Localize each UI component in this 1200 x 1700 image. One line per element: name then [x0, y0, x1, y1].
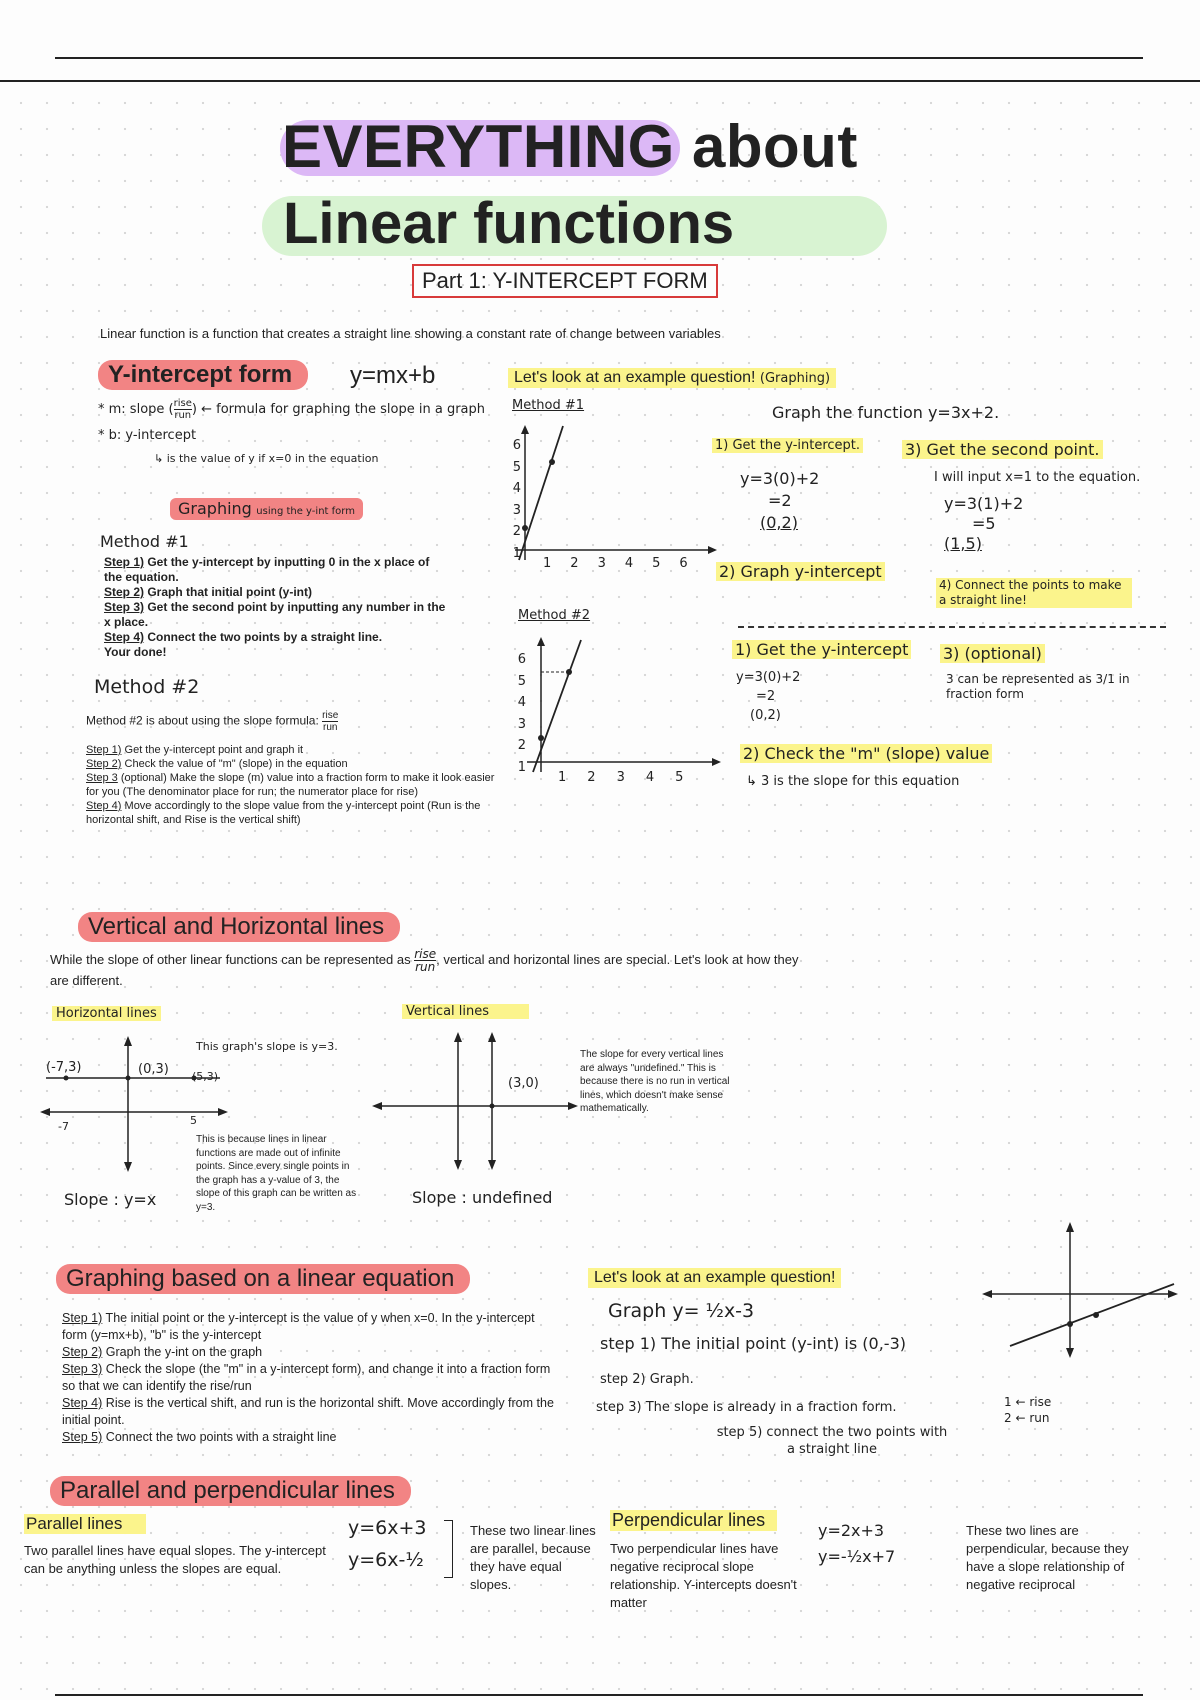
horiz-tick: -7: [58, 1120, 69, 1133]
horiz-point-label: (-7,3): [46, 1060, 82, 1075]
m2-s1-work: [736, 668, 800, 725]
s4-title: 4) Connect the points to make a straight line!: [936, 578, 1132, 608]
graph1-y-ticks: [505, 435, 521, 564]
m2-s3-title: 3) (optional): [940, 644, 1045, 663]
s3-note: I will input x=1 to the equation.: [934, 470, 1141, 485]
graph2-x-ticks: [558, 770, 683, 785]
perp-eq: y=-½x+7: [818, 1547, 896, 1566]
yint-heading: Y-intercept form: [98, 360, 308, 390]
ex3-x-arrow-left: [982, 1290, 992, 1298]
ex-step1: step 1) The initial point (y-int) is (0,-3): [600, 1334, 906, 1353]
vert-line-arrow-bottom: [488, 1160, 496, 1170]
graph2-line: [533, 640, 581, 772]
dashed-divider: [738, 626, 1166, 628]
method2-title: Method #2: [94, 676, 200, 698]
horiz-explain: This is because lines in linear functions are made out of infinite points. Since every single points in the graph has a y-value of 3, the slope of this graph can be written as y=3.: [196, 1134, 357, 1213]
method1-step: Step 1) Get the y-intercept by inputting 0 in the x place of the equation.: [104, 555, 430, 584]
intro-text: Linear function is a function that creates a straight line showing a constant rate of change between variables: [100, 326, 721, 341]
perp-explain: These two lines are perpendicular, because they have a slope relationship of negative reciprocal: [966, 1523, 1129, 1592]
vert-point-label: (3,0): [508, 1076, 539, 1091]
horiz-y-arrow-bottom: [124, 1162, 132, 1172]
horiz-point-label: (5,3): [192, 1070, 219, 1083]
horiz-label: Horizontal lines: [52, 1006, 161, 1021]
y-tick: 4: [512, 481, 521, 496]
method2-step: Step 2) Check the value of "m" (slope) in the equation: [86, 758, 348, 770]
x-tick: 3: [616, 770, 625, 785]
graph2-y-arrow: [537, 637, 545, 646]
ex3-point: [1067, 1321, 1073, 1327]
perp-text: Two perpendicular lines have negative reciprocal slope relationship. Y-intercepts doesn't matter: [610, 1541, 797, 1610]
parallel-text: Two parallel lines have equal slopes. The y-intercept can be anything unless the slopes are equal.: [24, 1543, 326, 1576]
s2-title: 2) Graph y-intercept: [716, 562, 885, 581]
y-tick: 5: [512, 459, 521, 475]
title-line2: Linear functions: [283, 191, 735, 256]
y-tick: 2: [517, 738, 526, 753]
method1-steps: [104, 555, 449, 660]
vert-point: [490, 1104, 495, 1109]
ex-rise: 1 ← rise: [1004, 1395, 1052, 1409]
bottom-rule: [55, 1694, 1143, 1696]
m2-s3-note: 3 can be represented as 3/1 in fraction form: [946, 672, 1130, 701]
vh-heading: Vertical and Horizontal lines: [78, 912, 400, 942]
method2-intro: Method #2 is about using the slope formula: rise run: [86, 710, 339, 733]
ex-graph: Graph y= ½x-3: [608, 1300, 755, 1322]
s3-line: =5: [972, 514, 996, 533]
graph1-point-1-5: [549, 459, 555, 465]
y-tick: 4: [517, 695, 526, 710]
y-tick: 3: [512, 502, 521, 518]
m2-s1-line: (0,2): [750, 708, 781, 723]
ex-run: 2 ← run: [1004, 1411, 1050, 1425]
parallel-bracket: [444, 1520, 453, 1578]
s1-line: (0,2): [760, 513, 798, 532]
ex-rise-run: [1004, 1394, 1051, 1426]
example-graph-2: [515, 632, 725, 782]
perp-label: Perpendicular lines: [610, 1510, 777, 1531]
horiz-x-arrow-right: [218, 1108, 228, 1116]
y-tick: 5: [517, 673, 526, 689]
y-tick: 6: [517, 652, 526, 667]
graphing-steps: [62, 1310, 562, 1446]
ex3-y-arrow-top: [1066, 1222, 1074, 1232]
parallel-explain: These two linear lines are parallel, because they have equal slopes.: [470, 1523, 596, 1592]
perp-eq: y=2x+3: [818, 1521, 885, 1540]
x-tick: 2: [570, 556, 579, 571]
graph1-point-0-2: [522, 525, 528, 531]
horiz-point: [126, 1076, 131, 1081]
method1-done: Your done!: [104, 645, 167, 659]
x-tick: 4: [624, 556, 634, 571]
header-rule: [0, 80, 1200, 82]
method2-step: Step 1) Get the y-intercept point and graph it: [86, 744, 304, 756]
ex-step5: step 5) connect the two points with a straight line: [716, 1425, 948, 1457]
method2-step: Step 3 (optional) Make the slope (m) value into a fraction form to make it look easier for you (The denominator place for run; the numerator place for rise): [86, 772, 495, 798]
perp-eqs: [818, 1518, 895, 1570]
parallel-eqs: [348, 1512, 427, 1576]
title-line1: EVERYTHING about: [282, 113, 858, 180]
graphing-step: Step 5) Connect the two points with a straight line: [62, 1430, 337, 1444]
vert-y-arrow-top: [454, 1032, 462, 1042]
horiz-slope: Slope : y=x: [64, 1190, 157, 1209]
parallel-eq: y=6x+3: [348, 1517, 427, 1539]
ex-step3: step 3) The slope is already in a fraction form.: [596, 1400, 897, 1415]
graphing-step: Step 4) Rise is the vertical shift, and run is the horizontal shift. Move accordingly from the initial point.: [62, 1396, 554, 1427]
horiz-callout: This graph's slope is y=3.: [196, 1040, 338, 1053]
horiz-x-arrow-left: [40, 1108, 50, 1116]
s3-title: 3) Get the second point.: [902, 440, 1103, 459]
ex3-y-arrow-bottom: [1066, 1348, 1074, 1358]
parallel-label: Parallel lines: [24, 1514, 146, 1534]
s1-work: [740, 468, 819, 534]
x-tick: 1: [543, 556, 552, 571]
part-label: Part 1: Y-INTERCEPT FORM: [412, 264, 718, 298]
s3-line: y=3(1)+2: [944, 494, 1024, 513]
method2-steps: [86, 743, 496, 827]
ex3-point: [1093, 1312, 1099, 1318]
graph1-y-arrow: [521, 425, 529, 434]
method1-title: Method #1: [100, 532, 189, 551]
m2-s1-title: 1) Get the y-intercept: [732, 640, 911, 659]
graphing-step: Step 3) Check the slope (the "m" in a y-intercept form), and change it into a fraction form so that we can identify the rise/run: [62, 1362, 551, 1393]
s1-line: =2: [768, 491, 792, 510]
graph1-x-ticks: [543, 556, 688, 571]
vert-label: Vertical lines: [402, 1004, 529, 1019]
m2-s2-note: ↳ 3 is the slope for this equation: [746, 774, 960, 789]
vert-x-arrow-left: [372, 1102, 382, 1110]
vert-slope: Slope : undefined: [412, 1188, 553, 1207]
vert-explain: The slope for every vertical lines are always "undefined." This is because there is no run in vertical lines, which doesn't make sense mathematically.: [580, 1049, 730, 1114]
method2-label: Method #2: [518, 608, 591, 623]
s3-work: [944, 494, 1023, 554]
s1-line: y=3(0)+2: [740, 469, 820, 488]
x-tick: 1: [558, 770, 567, 785]
y-tick: 6: [512, 438, 521, 453]
example2-heading: Let's look at an example question!: [588, 1268, 841, 1288]
x-tick: 3: [597, 556, 606, 571]
method1-step: Step 3) Get the second point by inputting any number in the x place.: [104, 600, 446, 629]
vert-x-arrow-right: [568, 1102, 578, 1110]
y-tick: 2: [512, 524, 521, 539]
m2-s1-line: y=3(0)+2: [736, 670, 801, 685]
y-tick: 1: [517, 759, 526, 775]
vert-y-arrow-bottom: [454, 1160, 462, 1170]
vh-intro: While the slope of other linear functions can be represented as rise run, vertical and horizontal lines are special. Let's look at how they are different.: [50, 947, 799, 988]
graphing-heading: Graphing using the y-int form: [170, 498, 363, 520]
b-sub: ↳ is the value of y if x=0 in the equation: [154, 452, 379, 465]
top-rule: [55, 57, 1143, 59]
parallel-eq: y=6x-½: [348, 1549, 424, 1571]
method1-label: Method #1: [512, 398, 585, 413]
graph2-x-arrow: [712, 758, 721, 766]
y-tick: 1: [512, 545, 521, 561]
yint-formula: y=mx+b: [350, 362, 436, 389]
b-note: * b: y-intercept: [98, 428, 197, 443]
ex3-x-arrow-right: [1168, 1290, 1178, 1298]
x-tick: 6: [679, 556, 688, 571]
s1-title: 1) Get the y-intercept.: [712, 438, 863, 453]
method1-step: Step 2) Graph that initial point (y-int): [104, 585, 312, 599]
graphing-heading-section: Graphing based on a linear equation: [56, 1264, 470, 1294]
m2-s1-line: =2: [756, 689, 776, 704]
horiz-y-arrow-top: [124, 1036, 132, 1046]
ex-step2: step 2) Graph.: [600, 1372, 694, 1387]
para-heading: Parallel and perpendicular lines: [50, 1476, 411, 1506]
graph-function: Graph the function y=3x+2.: [772, 403, 1000, 422]
m2-s2-title: 2) Check the "m" (slope) value: [740, 744, 992, 763]
horiz-point: [64, 1076, 69, 1081]
vert-line-arrow-top: [488, 1032, 496, 1042]
method2-step: Step 4) Move accordingly to the slope value from the y-intercept point (Run is the horizontal shift, and Rise is the vertical shift): [86, 800, 481, 826]
horiz-point-label: (0,3): [138, 1062, 169, 1077]
method1-step: Step 4) Connect the two points by a straight line.: [104, 630, 383, 644]
x-tick: 5: [675, 770, 684, 785]
example1-heading: Let's look at an example question! (Graphing): [508, 368, 836, 388]
horiz-tick: 5: [190, 1114, 197, 1127]
y-tick: 3: [517, 716, 526, 732]
x-tick: 2: [587, 770, 596, 785]
x-tick: 4: [645, 770, 655, 785]
x-tick: 5: [652, 556, 661, 571]
graph1-x-arrow: [708, 546, 717, 554]
example-graph-1: [505, 420, 715, 570]
graph2-y-ticks: [510, 649, 526, 778]
m-note: * m: slope ( rise run) ← formula for graphing the slope in a graph: [98, 398, 486, 421]
s3-line: (1,5): [944, 534, 982, 553]
graphing-step: Step 2) Graph the y-int on the graph: [62, 1345, 263, 1359]
example-graph-3: [984, 1222, 1184, 1362]
graphing-step: Step 1) The initial point or the y-intercept is the value of y when x=0. In the y-intercept form (y=mx+b), "b" is the y-intercept: [62, 1311, 535, 1342]
vertical-graph: [376, 1032, 576, 1172]
